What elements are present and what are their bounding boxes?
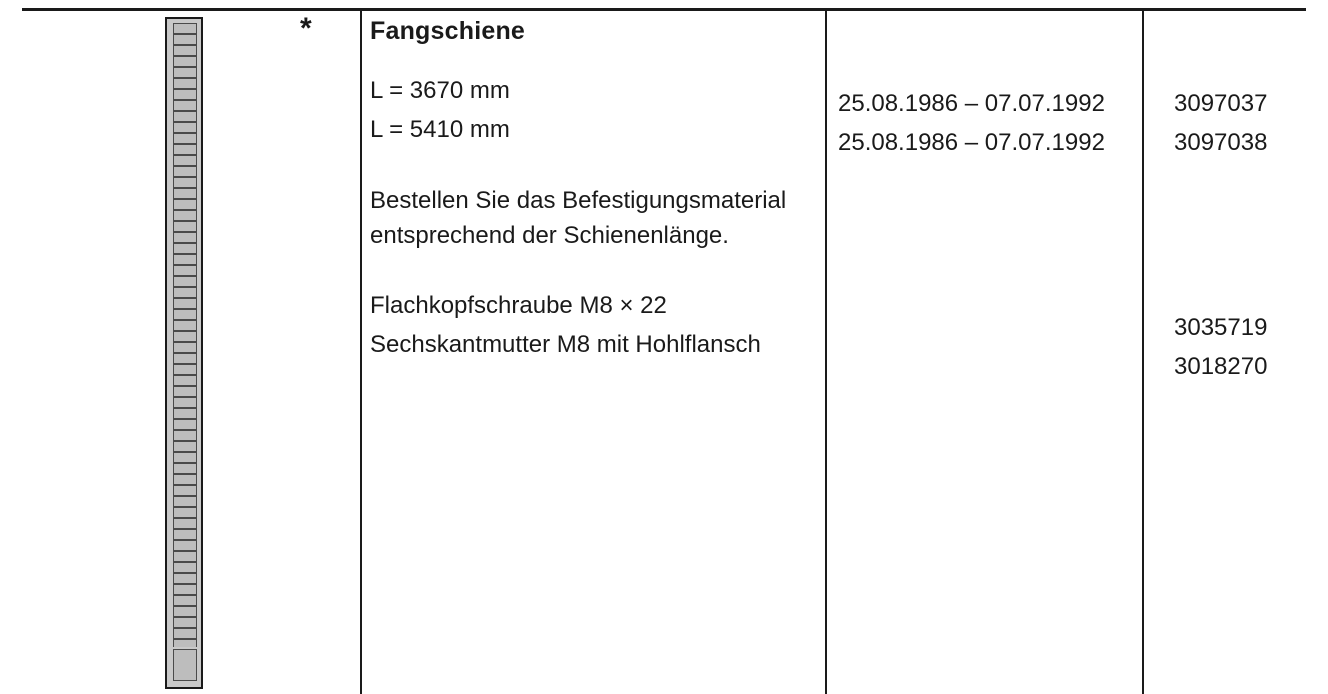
catch-rail-illustration: [165, 17, 203, 689]
production-period-1: 25.08.1986 – 07.07.1992: [838, 90, 1105, 117]
article-number-1: 3097037: [1174, 90, 1268, 117]
part-title: Fangschiene: [370, 17, 526, 45]
spacer-before-note: [370, 150, 820, 184]
production-period-column: [838, 85, 1138, 163]
spacer-after-title: [370, 46, 820, 72]
product-illustration-cell: [22, 11, 360, 694]
rail-perforation-pattern: [173, 23, 197, 647]
footnote-marker: *: [300, 12, 312, 45]
ordering-note: Bestellen Sie das Befestigungsmaterial entsprechend der Schienenlänge.: [370, 186, 787, 249]
accessory-label-1: Flachkopfschraube M8 × 22: [370, 292, 667, 320]
column-divider-description: [360, 8, 362, 694]
article-number-column: [1174, 85, 1324, 163]
accessory-label-2: Sechskantmutter M8 mit Hohlflansch: [370, 331, 761, 359]
column-divider-date: [825, 8, 827, 694]
variant-label-1: L = 3670 mm: [370, 77, 510, 104]
production-period-2: 25.08.1986 – 07.07.1992: [838, 128, 1105, 156]
accessory-article-number-1: 3035719: [1174, 314, 1268, 341]
variant-label-2: L = 5410 mm: [370, 115, 510, 143]
description-column: [370, 16, 820, 365]
accessory-article-number-2: 3018270: [1174, 352, 1268, 380]
accessory-article-number-column: [1174, 309, 1324, 387]
column-divider-article: [1142, 8, 1144, 694]
spacer-before-accessories: [370, 253, 820, 287]
article-number-2: 3097038: [1174, 128, 1268, 156]
rail-end-section: [173, 649, 197, 681]
